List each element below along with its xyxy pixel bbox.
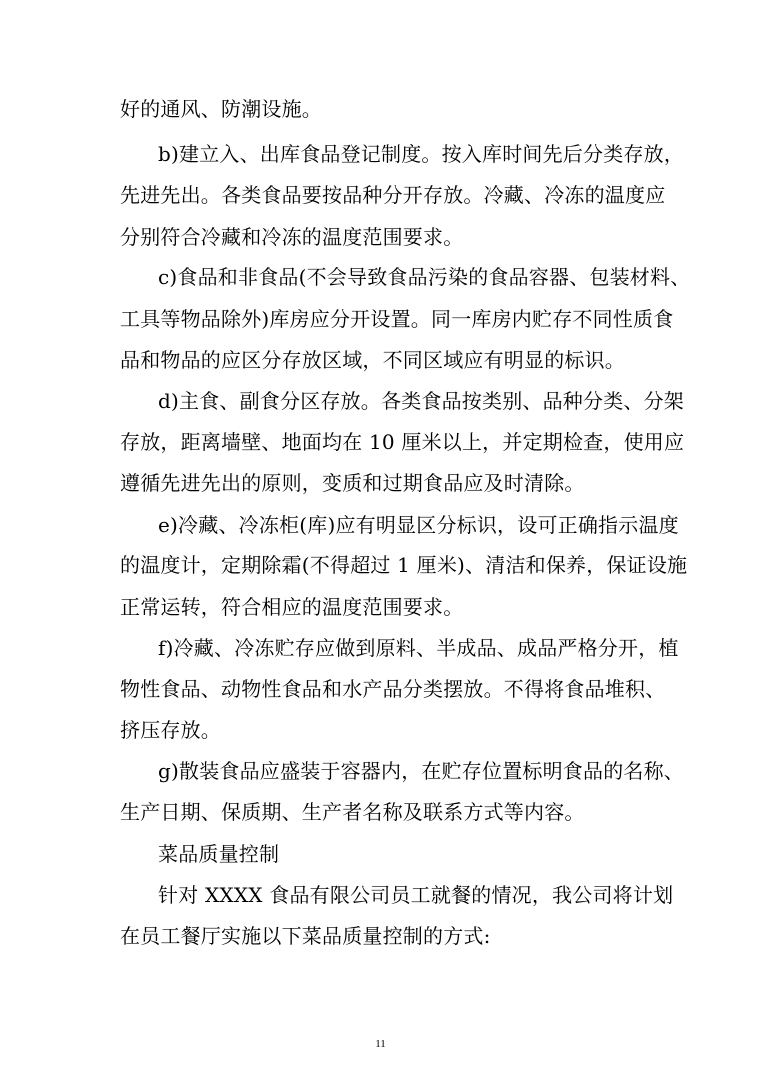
text-line-21: 在员工餐厅实施以下菜品质量控制的方式: bbox=[120, 924, 491, 948]
text-line-13: 正常运转，符合相应的温度范围要求。 bbox=[120, 595, 464, 619]
text-line-5: c)食品和非食品(不会导致食品污染的食品容器、包装材料、 bbox=[158, 265, 691, 289]
text-line-10: 遵循先进先出的原则，变质和过期食品应及时清除。 bbox=[120, 471, 585, 495]
text-line-1: 好的通风、防潮设施。 bbox=[120, 97, 322, 121]
section-heading: 菜品质量控制 bbox=[158, 842, 280, 866]
text-line-9: 存放，距离墙壁、地面均在 10 厘米以上，并定期检查，使用应 bbox=[120, 430, 685, 454]
text-line-7: 品和物品的应区分存放区域，不同区域应有明显的标识。 bbox=[120, 348, 625, 372]
text-line-3: 先进先出。各类食品要按品种分开存放。冷藏、冷冻的温度应 bbox=[120, 183, 666, 207]
text-line-6: 工具等物品除外)库房应分开设置。同一库房内贮存不同性质食 bbox=[120, 307, 674, 331]
text-line-20: 针对 XXXX 食品有限公司员工就餐的情况，我公司将计划 bbox=[158, 883, 674, 907]
text-line-15: 物性食品、动物性食品和水产品分类摆放。不得将食品堆积、 bbox=[120, 677, 666, 701]
text-line-12: 的温度计，定期除霜(不得超过 1 厘米)、清洁和保养，保证设施 bbox=[120, 553, 688, 577]
text-line-8: d)主食、副食分区存放。各类食品按类别、品种分类、分架 bbox=[158, 389, 685, 413]
text-line-2: b)建立入、出库食品登记制度。按入库时间先后分类存放， bbox=[158, 142, 685, 166]
text-line-11: e)冷藏、冷冻柜(库)应有明显区分标识，设可正确指示温度 bbox=[158, 513, 679, 537]
text-line-17: g)散装食品应盛装于容器内，在贮存位置标明食品的名称、 bbox=[158, 759, 685, 783]
text-line-16: 挤压存放。 bbox=[120, 718, 221, 742]
page-number: 11 bbox=[375, 1038, 386, 1050]
text-line-4: 分别符合冷藏和冷冻的温度范围要求。 bbox=[120, 225, 464, 249]
text-line-18: 生产日期、保质期、生产者名称及联系方式等内容。 bbox=[120, 800, 585, 824]
text-line-14: f)冷藏、冷冻贮存应做到原料、半成品、成品严格分开，植 bbox=[158, 636, 679, 660]
